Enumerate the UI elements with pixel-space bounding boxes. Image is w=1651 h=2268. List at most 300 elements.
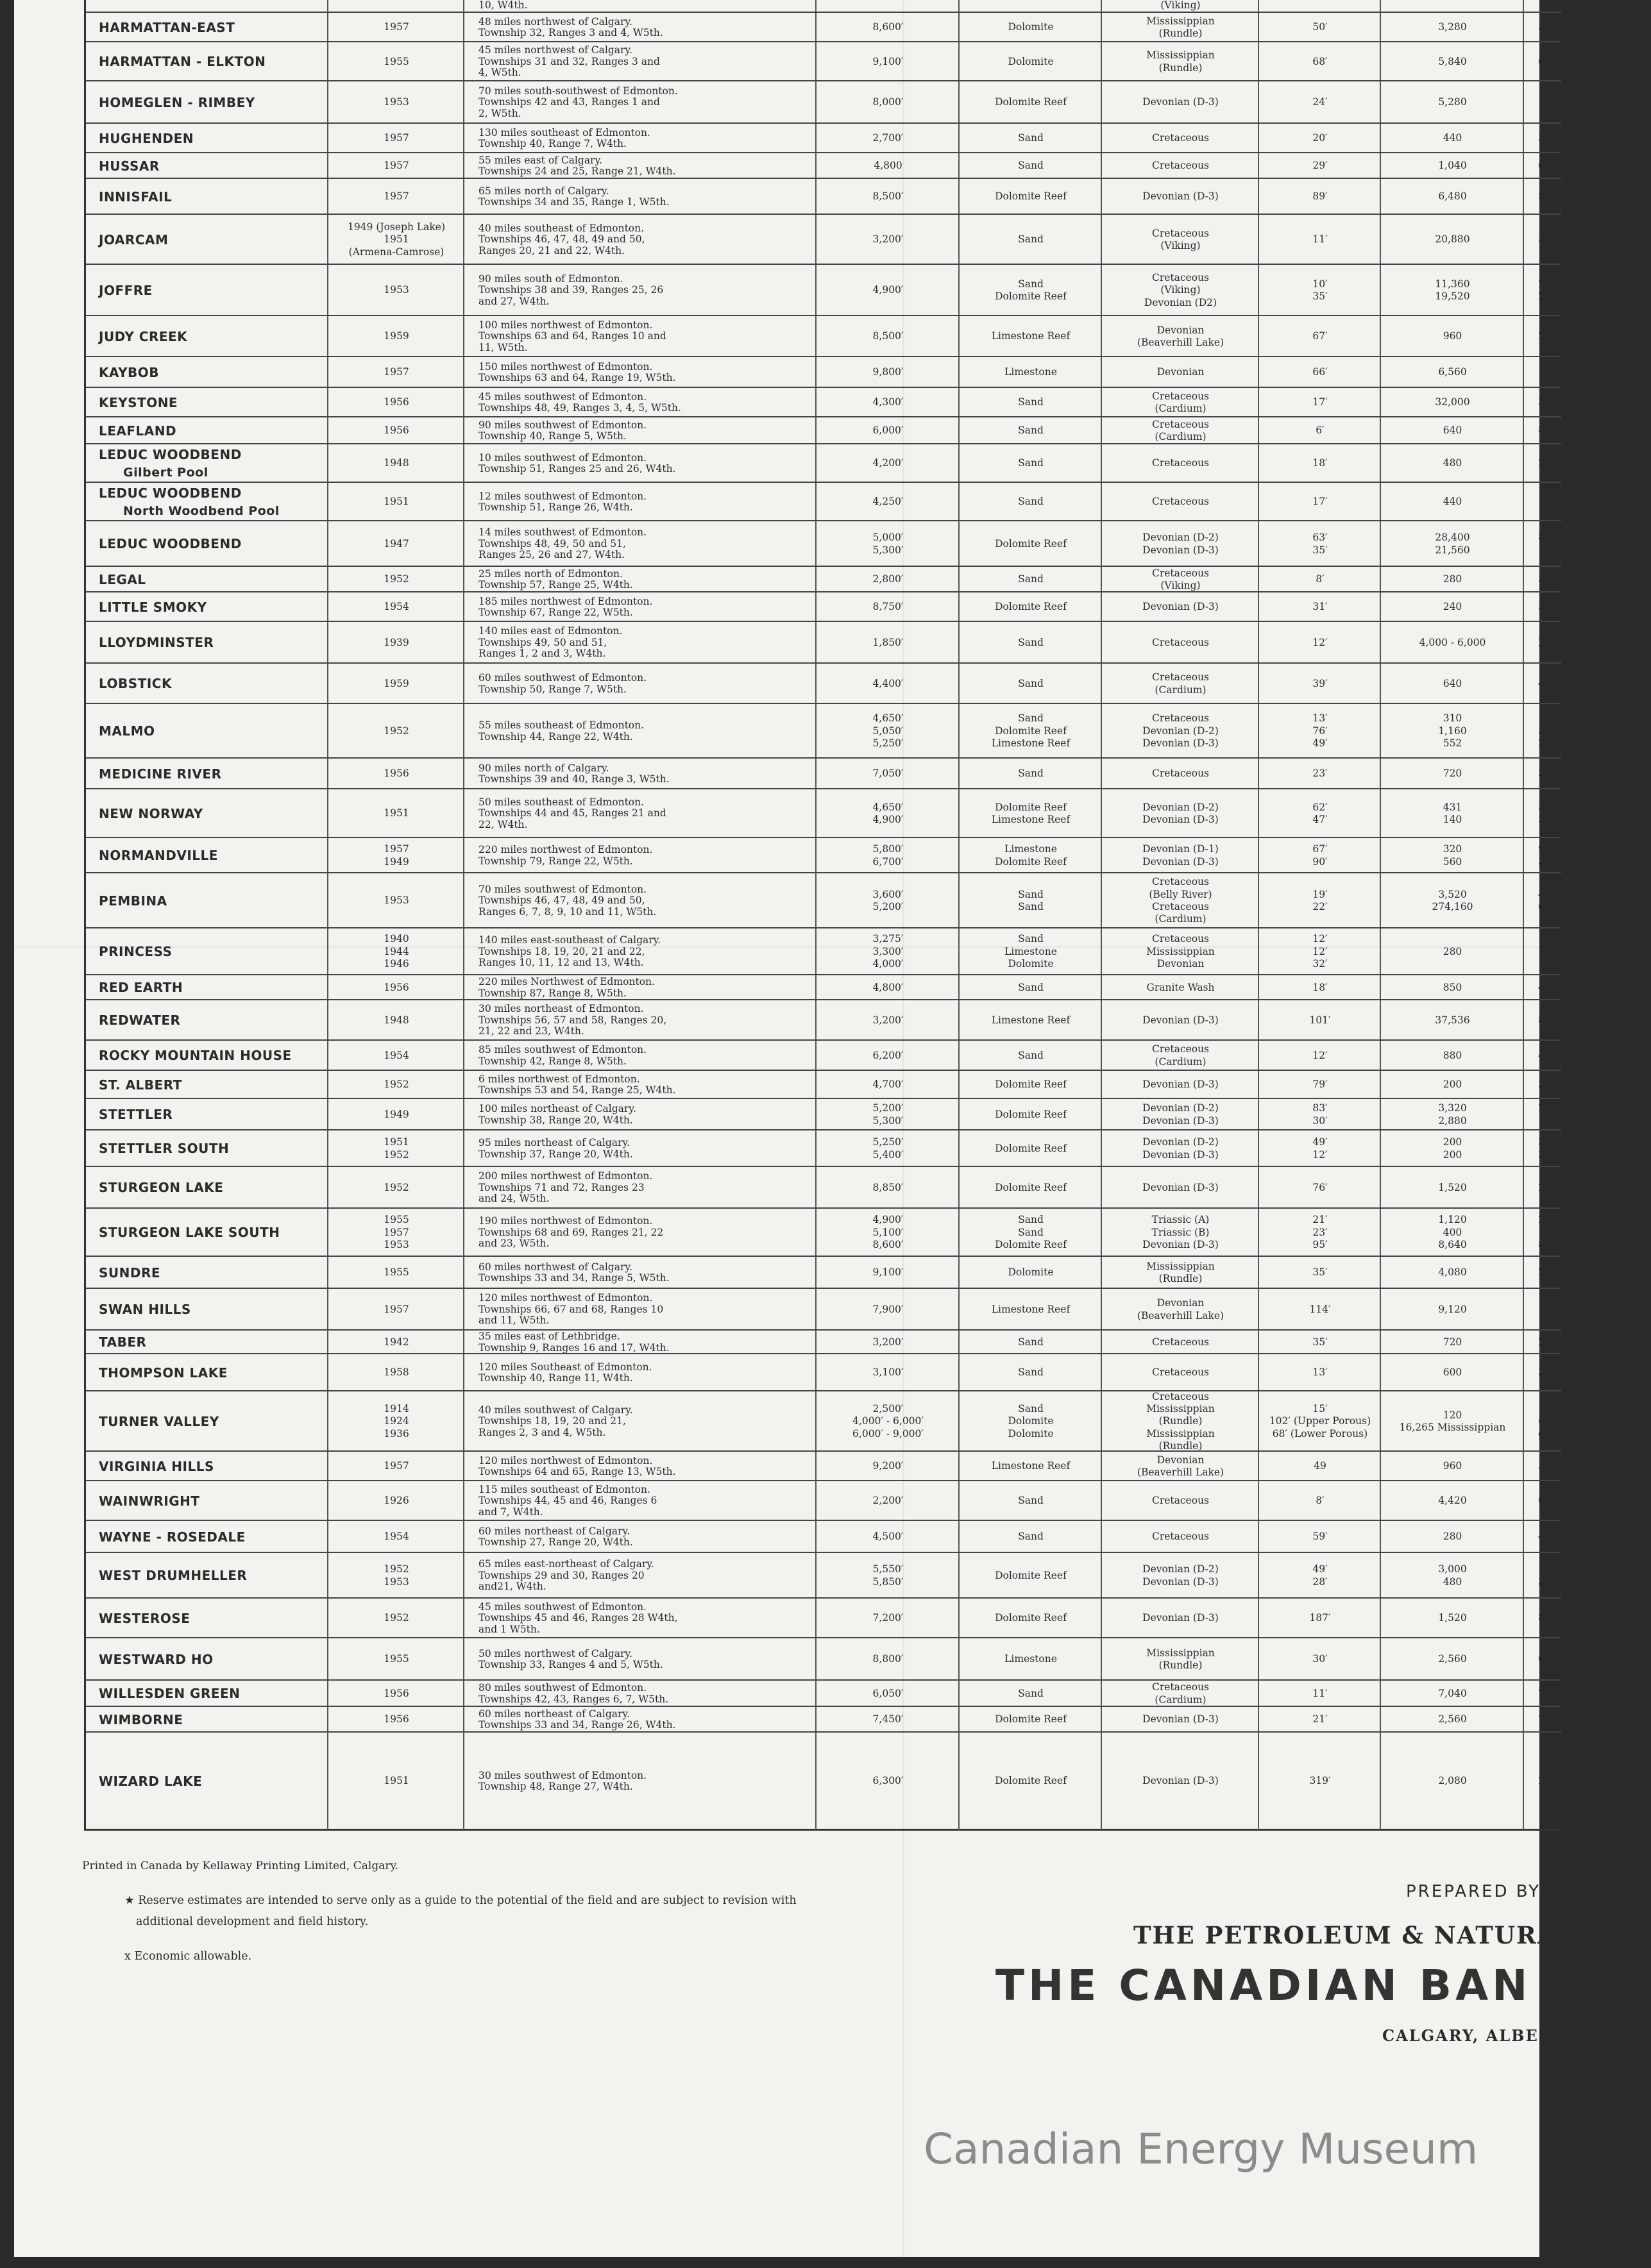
year-cell (327, 1257, 464, 1289)
location-cell (463, 928, 815, 975)
area: 3,280 (1438, 21, 1467, 33)
rock-type-cell (958, 1331, 1102, 1354)
reserves: 50,000 - 60,0 (1538, 190, 1605, 203)
formation-cell (1101, 1707, 1259, 1733)
depth: 1,850′ (872, 636, 904, 648)
field-name-cell (86, 1071, 327, 1099)
field-name-cell (86, 1130, 327, 1167)
formation-cell (1101, 592, 1259, 622)
depth-cell (815, 316, 960, 357)
rock-type: Sand Dolomite Dolomite (1008, 1402, 1054, 1440)
thickness: 39′ (1312, 677, 1328, 689)
formation-cell (1101, 664, 1259, 704)
thickness-cell (1258, 622, 1381, 664)
field-name: MEDICINE RIVER (99, 766, 222, 782)
year: 1955 1957 1953 (384, 1214, 409, 1251)
year: 1954 (384, 601, 409, 613)
table-row (86, 1098, 1605, 1130)
area: 3,520 274,160 (1432, 888, 1473, 912)
table-row (86, 0, 1561, 12)
area-cell (1380, 1707, 1524, 1733)
reserves: 12,000 - 15,0 (1538, 96, 1605, 108)
reserves: 7,800 - 8,00 (1538, 1687, 1598, 1699)
area: 120 16,265 Mississippian (1399, 1409, 1506, 1433)
depth: 7,900′ (872, 1303, 904, 1315)
location-cell (463, 1331, 815, 1354)
year-cell (327, 1041, 464, 1071)
location: 190 miles northwest of Edmonton. Townships 68 and 69, Ranges 21, 22 and 23, W5th. (478, 1215, 664, 1250)
field-name: NEW NORWAY (99, 805, 203, 821)
area: 2,080 (1438, 1775, 1467, 1787)
depth: 2,700′ (872, 132, 904, 144)
table-row (86, 387, 1605, 417)
pool-name: North Woodbend Pool (123, 503, 280, 518)
year-cell (327, 664, 464, 704)
year-cell (327, 388, 464, 417)
bank-city: CALGARY, ALBE (1382, 2026, 1539, 2045)
year-cell (327, 928, 464, 975)
rock-type: Dolomite Reef (995, 1181, 1067, 1193)
reserves-cell (1523, 622, 1651, 664)
bank-name: THE CANADIAN BAN (995, 1961, 1532, 2010)
rock-type: Sand (1018, 1336, 1044, 1348)
field-name: INNISFAIL (99, 189, 173, 205)
rock-type-cell (958, 124, 1102, 153)
thickness-cell (1258, 1000, 1381, 1041)
year-cell (327, 1354, 464, 1391)
depth-cell (815, 1391, 960, 1452)
area-cell (1380, 592, 1524, 622)
rock-type-cell (958, 1041, 1102, 1071)
location: 10, W4th. (478, 0, 528, 12)
formation-cell (1101, 1638, 1259, 1681)
location: 14 miles southwest of Edmonton. Townships 48, 49, 50 and 51, Ranges 25, 26 and 27, W4th. (478, 526, 647, 561)
table-row (86, 872, 1618, 928)
reserves-cell (1523, 316, 1651, 357)
formation: Devonian (D-3) (1142, 1775, 1219, 1787)
field-name: LEGAL (99, 571, 146, 587)
reserves-cell (1523, 179, 1651, 215)
rock-type: Sand Dolomite Reef Limestone Reef (991, 712, 1071, 750)
rock-type: Sand (1018, 768, 1044, 780)
field-name: HUSSAR (99, 158, 160, 174)
year-cell (327, 873, 464, 928)
depth-cell (815, 622, 960, 664)
depth: 2,200′ (872, 1495, 904, 1507)
location-cell (463, 1130, 815, 1167)
depth: 4,900′ 5,100′ 8,600′ (872, 1214, 904, 1251)
reserves-cell (1523, 1681, 1651, 1707)
reserves: 2,000 - 2,50 (1538, 457, 1598, 469)
location-cell (463, 789, 815, 838)
rock-type-cell (958, 664, 1102, 704)
formation: Cretaceous (1151, 1336, 1210, 1348)
rock-type: Sand (1018, 1687, 1044, 1699)
formation-cell (1101, 928, 1259, 975)
year: 1954 (384, 1531, 409, 1543)
rock-type-cell (958, 1209, 1102, 1257)
rock-type-cell (958, 1130, 1102, 1167)
year-cell (327, 592, 464, 622)
depth: 5,000′ 5,300′ (872, 532, 904, 556)
area-cell (1380, 1599, 1524, 1638)
rock-type-cell (958, 1452, 1102, 1481)
thickness: 62′ 47′ (1312, 801, 1328, 825)
rock-type: Dolomite Reef (995, 1713, 1067, 1726)
location: 45 miles southwest of Edmonton. Townships 48, 49, Ranges 3, 4, 5, W5th. (478, 391, 681, 414)
depth-cell (815, 1099, 960, 1130)
depth: 4,650′ 4,900′ (872, 801, 904, 825)
rock-type-cell (958, 789, 1102, 838)
thickness: 21′ (1312, 1713, 1328, 1726)
location: 85 miles southwest of Edmonton. Township 42, Range 8, W5th. (478, 1044, 647, 1067)
thickness-cell (1258, 483, 1381, 521)
reserves-cell (1523, 592, 1651, 622)
location: 60 miles southwest of Edmonton. Township 50, Range 7, W5th. (478, 672, 647, 695)
rock-type: Sand (1018, 636, 1044, 648)
area-cell (1380, 521, 1524, 567)
location: 90 miles southwest of Edmonton. Township 40, Range 5, W5th. (478, 419, 647, 442)
location: 55 miles east of Calgary. Townships 24 and 25, Range 21, W4th. (478, 154, 676, 177)
rock-type-cell (958, 0, 1102, 12)
year: 1947 (384, 537, 409, 550)
depth: 9,100′ (872, 55, 904, 67)
thickness-cell (1258, 1599, 1381, 1638)
year: 1958 (384, 1366, 409, 1379)
depth: 9,200′ (872, 1460, 904, 1472)
field-name: JOARCAM (99, 231, 169, 248)
field-name-cell (86, 759, 327, 789)
year-cell (327, 622, 464, 664)
table-row (86, 178, 1605, 215)
rock-type-cell (958, 1391, 1102, 1452)
reserves: 20,000 - 25,0 (1538, 330, 1605, 342)
depth-cell (815, 265, 960, 316)
formation-cell (1101, 179, 1259, 215)
location-cell (463, 1481, 815, 1521)
location: 6 miles northwest of Edmonton. Townships 53 and 54, Range 25, W4th. (478, 1073, 676, 1096)
field-name-cell (86, 622, 327, 664)
formation-cell (1101, 1681, 1259, 1707)
depth: 7,050′ (872, 768, 904, 780)
area-cell (1380, 928, 1524, 975)
reserves-cell (1523, 1481, 1651, 1521)
field-name: PEMBINA (99, 893, 167, 909)
location: 95 miles northeast of Calgary. Township 37, Range 20, W4th. (478, 1137, 633, 1160)
location: 130 miles southeast of Edmonton. Township 40, Range 7, W4th. (478, 126, 650, 149)
depth: 6,000′ (872, 424, 904, 437)
reserves-cell (1523, 1452, 1651, 1481)
year: 1956 (384, 396, 409, 408)
year-cell (327, 1599, 464, 1638)
thickness-cell (1258, 567, 1381, 592)
location: 120 miles northwest of Edmonton. Townships 66, 67 and 68, Ranges 10 and 11, W5th. (478, 1292, 664, 1327)
formation: Granite Wash (1146, 981, 1215, 993)
area: 200 200 (1443, 1136, 1462, 1161)
thickness: 19′ 22′ (1312, 888, 1328, 912)
depth-cell (815, 483, 960, 521)
formation-cell (1101, 444, 1259, 483)
year: 1953 (384, 96, 409, 108)
reserves-cell (1523, 81, 1651, 124)
thickness-cell (1258, 1391, 1381, 1452)
thickness: 59′ (1312, 1531, 1328, 1543)
formation-cell (1101, 42, 1259, 81)
year: 1951 1952 (384, 1136, 409, 1161)
year: 1952 1953 (384, 1563, 409, 1588)
year-cell (327, 1452, 464, 1481)
location-cell (463, 0, 815, 12)
area: 720 (1443, 1336, 1462, 1348)
formation-cell (1101, 81, 1259, 124)
reserves: 3,000 - 5,0 (1538, 132, 1593, 144)
thickness: 68′ (1312, 55, 1328, 67)
reserves: 7,800 - 9,00 (1538, 1713, 1598, 1726)
depth: 4,800′ (872, 981, 904, 993)
area: 280 (1443, 573, 1462, 585)
field-name: LLOYDMINSTER (99, 635, 214, 650)
depth-cell (815, 928, 960, 975)
rock-type: Limestone Dolomite Reef (995, 843, 1067, 868)
year: 1957 (384, 366, 409, 378)
field-name-cell (86, 1289, 327, 1331)
year-cell (327, 1099, 464, 1130)
year-cell (327, 1481, 464, 1521)
year-cell (327, 1638, 464, 1681)
area: 240 (1443, 601, 1462, 613)
year: 1949 (384, 1108, 409, 1120)
formation: Cretaceous (1151, 636, 1210, 648)
year-cell (327, 1209, 464, 1257)
area-cell (1380, 357, 1524, 388)
area-cell (1380, 789, 1524, 838)
year-cell (327, 1391, 464, 1452)
thickness: 13′ 76′ 49′ (1312, 712, 1328, 750)
location: 45 miles southwest of Edmonton. Townships 45 and 46, Ranges 28 W4th, and 1 W5th. (478, 1600, 678, 1635)
field-name: ROCKY MOUNTAIN HOUSE (99, 1048, 292, 1063)
thickness-cell (1258, 1257, 1381, 1289)
thickness: 6′ (1316, 424, 1325, 437)
depth: 9,800′ (872, 366, 904, 378)
reserves: 5,000 - 7,00 500 - 600 (1538, 801, 1598, 825)
field-name: LEAFLAND (99, 423, 177, 439)
field-name: WESTEROSE (99, 1610, 190, 1626)
area: 3,320 2,880 (1438, 1102, 1467, 1127)
year: 1939 (384, 636, 409, 648)
location-cell (463, 357, 815, 388)
thickness: 49 (1314, 1460, 1326, 1472)
reserves-cell (1523, 1521, 1651, 1553)
rock-type: Dolomite Reef (995, 1108, 1067, 1120)
formation-cell (1101, 1071, 1259, 1099)
field-name-cell (86, 444, 327, 483)
formation: Cretaceous (1151, 1495, 1210, 1507)
area-cell (1380, 388, 1524, 417)
area-cell (1380, 81, 1524, 124)
area-cell (1380, 1354, 1524, 1391)
rock-type: Sand Sand (1018, 888, 1044, 912)
field-name: KEYSTONE (99, 394, 178, 410)
thickness: 12′ (1312, 1049, 1328, 1061)
year-cell (327, 704, 464, 759)
thickness: 23′ (1312, 768, 1328, 780)
field-name: WESTWARD HO (99, 1651, 214, 1667)
location-cell (463, 1707, 815, 1733)
area: 4,420 (1438, 1495, 1467, 1507)
field-name: WILLESDEN GREEN (99, 1686, 241, 1701)
depth: 9,100′ (872, 1266, 904, 1279)
table-row (86, 1520, 1598, 1553)
location-cell (463, 1553, 815, 1599)
reserves-cell (1523, 759, 1651, 789)
location: 120 miles Southeast of Edmonton. Township 40, Range 11, W4th. (478, 1361, 652, 1384)
reserves-cell (1523, 1733, 1651, 1830)
area: 6,560 (1438, 366, 1467, 378)
area: 5,840 (1438, 55, 1467, 67)
reserves: 2,000 - 2,50 1,000 - 1,20 80,000 - 85,00 (1538, 1214, 1611, 1251)
oil-fields-table (84, 0, 1618, 1831)
reserves: No estimate (1538, 636, 1600, 648)
footnotes (82, 1856, 854, 1967)
thickness: 79′ (1312, 1079, 1328, 1091)
thickness: 17′ (1312, 496, 1328, 508)
table-row (86, 1129, 1598, 1167)
area: 1,040 (1438, 160, 1467, 172)
year: 1951 (384, 496, 409, 508)
location: 30 miles southwest of Edmonton. Township 48, Range 27, W4th. (478, 1769, 647, 1792)
area-cell (1380, 1000, 1524, 1041)
location-cell (463, 704, 815, 759)
depth-cell (815, 567, 960, 592)
rock-type-cell (958, 1638, 1102, 1681)
rock-type-cell (958, 521, 1102, 567)
formation-cell (1101, 1000, 1259, 1041)
thickness: 29′ (1312, 160, 1328, 172)
depth-cell (815, 789, 960, 838)
thickness-cell (1258, 1209, 1381, 1257)
depth-cell (815, 1209, 960, 1257)
depth: 5,550′ 5,850′ (872, 1563, 904, 1588)
formation: Cretaceous (1151, 1366, 1210, 1379)
field-name-cell (86, 1391, 327, 1452)
reserves-cell (1523, 1167, 1651, 1209)
reserves: 30,000 - 35,0 (1538, 21, 1605, 33)
location: 140 miles east-southeast of Calgary. Townships 18, 19, 20, 21 and 22, Ranges 10, 11, 12 and 13, W4th. (478, 934, 661, 969)
year: 1955 (384, 1266, 409, 1279)
formation-cell (1101, 1521, 1259, 1553)
formation: Mississippian (Rundle) (1146, 49, 1215, 74)
formation-cell (1101, 759, 1259, 789)
depth-cell (815, 1354, 960, 1391)
year-cell (327, 1130, 464, 1167)
area: 6,480 (1438, 190, 1467, 203)
area-cell (1380, 1041, 1524, 1071)
depth: 8,800′ (872, 1653, 904, 1665)
rock-type-cell (958, 215, 1102, 265)
area-cell (1380, 1391, 1524, 1452)
formation: Cretaceous (Belly River) Cretaceous (Cardium) (1149, 876, 1212, 925)
formation: Cretaceous (Viking) (1151, 567, 1210, 591)
year: 1942 (384, 1336, 409, 1348)
formation-cell (1101, 316, 1259, 357)
area-cell (1380, 1167, 1524, 1209)
area-cell (1380, 704, 1524, 759)
formation-cell (1101, 521, 1259, 567)
depth: 3,200′ (872, 1336, 904, 1348)
reserves: 150,000 - 200,0 (Includes natu gasoline.) (1538, 1402, 1618, 1440)
thickness-cell (1258, 444, 1381, 483)
reserves: 3,000 - 5,00 (1538, 1460, 1598, 1472)
depth-cell (815, 357, 960, 388)
thickness: 11′ (1312, 1687, 1328, 1699)
thickness: 101′ (1309, 1014, 1331, 1026)
area: 310 1,160 552 (1438, 712, 1467, 750)
year: 1956 (384, 1713, 409, 1726)
reserves: 6,000 - 7,0 (1538, 160, 1593, 172)
year: 1951 (384, 807, 409, 819)
location: 65 miles north of Calgary. Townships 34 and 35, Range 1, W5th. (478, 185, 670, 208)
rock-type-cell (958, 1521, 1102, 1553)
year: 1957 (384, 132, 409, 144)
formation: Cretaceous (1151, 160, 1210, 172)
year: 1914 1924 1936 (384, 1402, 409, 1440)
depth: 3,200′ (872, 233, 904, 246)
area-cell (1380, 1521, 1524, 1553)
location: 70 miles southwest of Edmonton. Townships 46, 47, 48, 49 and 50, Ranges 6, 7, 8, 9, 10 and 11, W5th. (478, 883, 657, 918)
depth-cell (815, 1289, 960, 1331)
location-cell (463, 873, 815, 928)
rock-type-cell (958, 1599, 1102, 1638)
field-name: WEST DRUMHELLER (99, 1568, 248, 1583)
rock-type: Sand (1018, 1049, 1044, 1061)
rock-type: Sand (1018, 1366, 1044, 1379)
thickness-cell (1258, 1681, 1381, 1707)
year-cell (327, 1000, 464, 1041)
location: 220 miles Northwest of Edmonton. Township 87, Range 8, W5th. (478, 976, 655, 999)
reserves: 300 - 500 (1538, 573, 1586, 585)
table-row (86, 356, 1605, 388)
year: 1951 (384, 1775, 409, 1787)
location: 70 miles south-southwest of Edmonton. Townships 42 and 43, Ranges 1 and 2, W5th. (478, 85, 678, 119)
table-row (86, 1597, 1605, 1638)
formation-cell (1101, 215, 1259, 265)
depth-cell (815, 179, 960, 215)
field-name: LEDUC WOODBEND (99, 485, 242, 501)
thickness: 63′ 35′ (1312, 532, 1328, 556)
year-cell (327, 316, 464, 357)
depth-cell (815, 838, 960, 873)
formation: Cretaceous (Cardium) (1151, 671, 1210, 696)
location: 50 miles northwest of Calgary. Township 33, Ranges 4 and 5, W5th. (478, 1647, 663, 1670)
thickness-cell (1258, 42, 1381, 81)
year-cell (327, 1553, 464, 1599)
field-name-cell (86, 838, 327, 873)
depth: 4,800 (874, 160, 902, 172)
area-cell (1380, 417, 1524, 444)
formation-cell (1101, 388, 1259, 417)
thickness-cell (1258, 838, 1381, 873)
rock-type: Dolomite (1008, 55, 1054, 67)
field-name-cell (86, 388, 327, 417)
reserves-cell (1523, 1209, 1651, 1257)
formation: Devonian (D-3) (1142, 1014, 1219, 1026)
depth-cell (815, 388, 960, 417)
rock-type-cell (958, 759, 1102, 789)
year: 1955 (384, 1653, 409, 1665)
rock-type: Sand (1018, 396, 1044, 408)
field-name-cell (86, 1481, 327, 1521)
location: 90 miles south of Edmonton. Townships 38 and 39, Ranges 25, 26 and 27, W4th. (478, 273, 664, 307)
